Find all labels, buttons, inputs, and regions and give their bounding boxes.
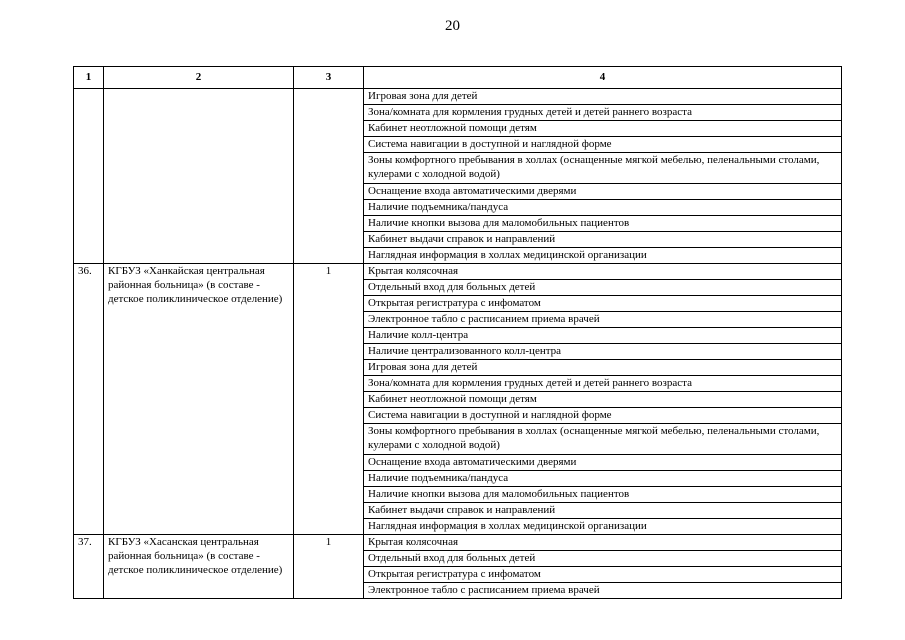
facility-item: Наличие кнопки вызова для маломобильных пациентов: [364, 487, 842, 503]
facility-item: Наличие кнопки вызова для маломобильных пациентов: [364, 216, 842, 232]
facility-count: 1: [294, 264, 364, 535]
facility-item: Отдельный вход для больных детей: [364, 551, 842, 567]
facility-item: Кабинет выдачи справок и направлений: [364, 503, 842, 519]
facility-item: Кабинет неотложной помощи детям: [364, 392, 842, 408]
facility-item: Открытая регистратура с инфоматом: [364, 567, 842, 583]
facility-item: Оснащение входа автоматическими дверями: [364, 184, 842, 200]
facility-item: Наглядная информация в холлах медицинской организации: [364, 519, 842, 535]
facility-item: Зоны комфортного пребывания в холлах (оснащенные мягкой мебелью, пеленальными столами, кулерами с холодной водой): [364, 153, 842, 184]
facility-item: Зоны комфортного пребывания в холлах (оснащенные мягкой мебелью, пеленальными столами, кулерами с холодной водой): [364, 424, 842, 455]
facility-item: Игровая зона для детей: [364, 360, 842, 376]
facility-item: Кабинет выдачи справок и направлений: [364, 232, 842, 248]
header-col-1: 1: [74, 67, 104, 89]
facility-count: [294, 89, 364, 264]
page-number: 20: [445, 18, 460, 34]
facility-item: Кабинет неотложной помощи детям: [364, 121, 842, 137]
row-number: [74, 89, 104, 264]
organization-name: КГБУЗ «Хасанская центральная районная больница» (в составе - детское поликлиническое отделение): [104, 535, 294, 599]
facility-item: Зона/комната для кормления грудных детей и детей раннего возраста: [364, 105, 842, 121]
facility-item: Наличие колл-центра: [364, 328, 842, 344]
facility-item: Игровая зона для детей: [364, 89, 842, 105]
table-body: [74, 89, 842, 599]
facility-item: Электронное табло с расписанием приема врачей: [364, 312, 842, 328]
row-number: 36.: [74, 264, 104, 535]
facility-item: Наличие подъемника/пандуса: [364, 200, 842, 216]
header-col-4: 4: [364, 67, 842, 89]
facility-item: Наличие централизованного колл-центра: [364, 344, 842, 360]
facility-item: Открытая регистратура с инфоматом: [364, 296, 842, 312]
table-row: [74, 535, 842, 551]
facility-item: Отдельный вход для больных детей: [364, 280, 842, 296]
facility-item: Система навигации в доступной и наглядной форме: [364, 408, 842, 424]
facility-item: Оснащение входа автоматическими дверями: [364, 455, 842, 471]
facility-item: Зона/комната для кормления грудных детей и детей раннего возраста: [364, 376, 842, 392]
header-row: [74, 67, 842, 89]
row-number: 37.: [74, 535, 104, 599]
facility-item: Крытая колясочная: [364, 535, 842, 551]
table-row: [74, 89, 842, 105]
organization-name: [104, 89, 294, 264]
facility-item: Система навигации в доступной и наглядной форме: [364, 137, 842, 153]
header-col-2: 2: [104, 67, 294, 89]
facility-count: 1: [294, 535, 364, 599]
facility-item: Наглядная информация в холлах медицинской организации: [364, 248, 842, 264]
facility-item: Электронное табло с расписанием приема врачей: [364, 583, 842, 599]
facilities-table: [73, 66, 842, 599]
table-row: [74, 264, 842, 280]
organization-name: КГБУЗ «Ханкайская центральная районная больница» (в составе - детское поликлиническое отделение): [104, 264, 294, 535]
header-col-3: 3: [294, 67, 364, 89]
facility-item: Крытая колясочная: [364, 264, 842, 280]
facility-item: Наличие подъемника/пандуса: [364, 471, 842, 487]
